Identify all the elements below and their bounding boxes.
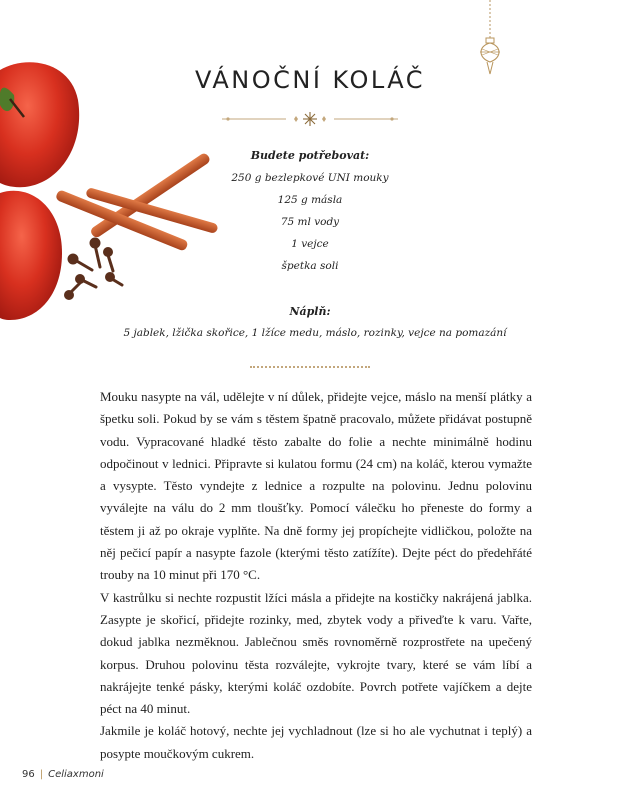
ingredient-item: 125 g másla [277, 194, 343, 206]
page-footer [22, 769, 104, 780]
cloves [66, 239, 123, 299]
footer-brand: Celiaxmoni [48, 769, 104, 780]
apple-top [0, 62, 79, 187]
footer-separator: | [39, 769, 44, 780]
section-divider [250, 366, 370, 368]
page-number: 96 [22, 769, 35, 780]
ingredient-item: 75 ml vody [280, 216, 340, 228]
recipe-instructions [100, 386, 532, 765]
title-divider [222, 110, 398, 128]
filling-heading: Náplň: [289, 305, 331, 318]
apples-cinnamon-illustration [0, 55, 230, 330]
star-flake-icon [303, 112, 317, 126]
ingredient-item: 1 vejce [291, 238, 329, 250]
recipe-title: VÁNOČNÍ KOLÁČ [194, 66, 426, 94]
filling-list: 5 jablek, lžička skořice, 1 lžíce medu, máslo, rozinky, vejce na pomazání [123, 327, 507, 339]
ingredients-heading: Budete potřebovat: [250, 149, 370, 162]
instruction-paragraph: Jakmile je koláč hotový, nechte jej vychladnout (lze si ho ale vychutnat i teplý) a posypte moučkovým cukrem. [100, 723, 532, 761]
bauble-ornament-icon [472, 0, 508, 80]
ingredient-item: 250 g bezlepkové UNI mouky [231, 172, 389, 184]
ingredient-item: špetka soli [281, 260, 339, 272]
instruction-paragraph: V kastrůlku si nechte rozpustit lžíci másla a přidejte na kostičky nakrájená jablka. Zasypte je skořicí, přidejte rozinky, med, zbytek vody a přiveďte k varu. Vařte, dokud jablka nezměknou. Jablečnou směs rovnoměrně rozprostřete na upečený korpus. Druhou polovinu těsta rozválejte, vykrojte tvary, které se vám líbí a nakrájejte tenké pásky, kterými koláč ozdobíte. Povrch potřete vajíčkem a dejte péct na 40 minut. [100, 589, 532, 717]
instruction-paragraph: Mouku nasypte na vál, udělejte v ní důlek, přidejte vejce, máslo na menší plátky a špetku soli. Pokud by se vám s těstem špatně pracovalo, můžete přidávat postupně vodu. Vypracované hladké těsto zabalte do folie a nechte minimálně hodinu odpočinout v lednici. Připravte si kulatou formu (24 cm) na koláč, kterou vymažte a vysypte. Těsto vyndejte z lednice a rozpulte na polovinu. Jednu polovinu vyválejte na válu do 2 mm tloušťky. Pomocí válečku ho přeneste do formy a těstem ji až po okraje vyplňte. Na dně formy jej propíchejte vidličkou, položte na něj pečicí papír a nasypte fazole (kterými těsto zatížíte). Dejte péct do předehřáté trouby na 10 minut při 170 °C. [100, 389, 532, 583]
apple-bottom [0, 191, 62, 320]
